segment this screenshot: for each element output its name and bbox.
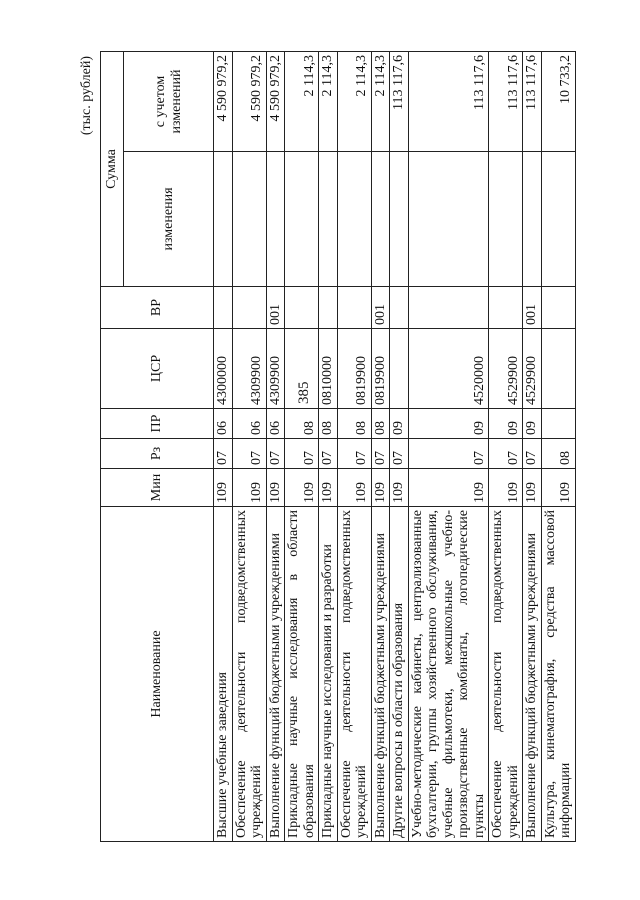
table-row <box>266 52 285 842</box>
vr-cell: 001 <box>523 287 542 329</box>
table-row <box>390 52 409 842</box>
vr-cell: 001 <box>371 287 390 329</box>
name-cell: Культура, кинематография, средства массовой информации <box>541 507 575 842</box>
vr-cell <box>285 287 319 329</box>
changes-cell <box>266 152 285 287</box>
table-row <box>319 52 338 842</box>
vr-cell <box>541 287 575 329</box>
pr-cell: 09 <box>489 409 523 439</box>
total-cell: 4 590 979,2 <box>266 52 285 152</box>
total-cell: 113 117,6 <box>489 52 523 152</box>
csr-cell: 4529900 <box>489 329 523 409</box>
min-cell: 109 <box>285 469 319 507</box>
header-name: Наименование <box>101 507 214 842</box>
table-row <box>523 52 542 842</box>
total-cell: 2 114,3 <box>371 52 390 152</box>
csr-cell: 0819900 <box>337 329 371 409</box>
csr-cell: 0819900 <box>371 329 390 409</box>
name-cell: Обеспечение деятельности подведомственных учреждений <box>489 507 523 842</box>
table-header <box>101 52 214 842</box>
changes-cell <box>489 152 523 287</box>
total-cell: 113 117,6 <box>408 52 489 152</box>
name-cell: Обеспечение деятельности подведомственных учреждений <box>337 507 371 842</box>
rz-cell: 07 <box>523 439 542 469</box>
total-cell: 2 114,3 <box>337 52 371 152</box>
changes-cell <box>371 152 390 287</box>
budget-table <box>100 51 576 842</box>
pr-cell: 08 <box>319 409 338 439</box>
total-cell: 10 733,2 <box>541 52 575 152</box>
pr-cell: 06 <box>232 409 266 439</box>
rz-cell: 07 <box>214 439 233 469</box>
csr-cell: 4309900 <box>232 329 266 409</box>
min-cell: 109 <box>390 469 409 507</box>
table-row <box>337 52 371 842</box>
changes-cell <box>337 152 371 287</box>
pr-cell: 06 <box>214 409 233 439</box>
rz-cell: 07 <box>489 439 523 469</box>
rz-cell: 07 <box>390 439 409 469</box>
total-cell: 113 117,6 <box>523 52 542 152</box>
table-row <box>371 52 390 842</box>
table-body <box>214 52 576 842</box>
vr-cell <box>214 287 233 329</box>
pr-cell: 09 <box>408 409 489 439</box>
table-row <box>408 52 489 842</box>
vr-cell <box>319 287 338 329</box>
table-row <box>541 52 575 842</box>
min-cell: 109 <box>232 469 266 507</box>
pr-cell: 08 <box>285 409 319 439</box>
changes-cell <box>408 152 489 287</box>
header-sum: Сумма <box>101 52 124 287</box>
csr-cell <box>390 329 409 409</box>
csr-cell: 4309900 <box>266 329 285 409</box>
changes-cell <box>285 152 319 287</box>
pr-cell: 06 <box>266 409 285 439</box>
csr-cell: 4529900 <box>523 329 542 409</box>
pr-cell: 08 <box>371 409 390 439</box>
rz-cell: 07 <box>266 439 285 469</box>
rz-cell: 07 <box>337 439 371 469</box>
rz-cell: 07 <box>371 439 390 469</box>
pr-cell <box>541 409 575 439</box>
name-cell: Высшие учебные заведения <box>214 507 233 842</box>
header-vr: ВР <box>101 287 214 329</box>
changes-cell <box>319 152 338 287</box>
name-cell: Учебно-методические кабинеты, централизованные бухгалтерии, группы хозяйственного обслуживания, учебные фильмотеки, межшкольные учебно-производственные комбинаты, логопедические пункты <box>408 507 489 842</box>
rz-cell: 07 <box>285 439 319 469</box>
page-number: 385 <box>296 381 312 404</box>
table-row <box>489 52 523 842</box>
pr-cell: 08 <box>337 409 371 439</box>
min-cell: 109 <box>266 469 285 507</box>
min-cell: 109 <box>489 469 523 507</box>
vr-cell <box>489 287 523 329</box>
vr-cell <box>408 287 489 329</box>
table-row <box>232 52 266 842</box>
total-cell: 2 114,3 <box>285 52 319 152</box>
total-cell: 4 590 979,2 <box>214 52 233 152</box>
header-pr: ПР <box>101 409 214 439</box>
units-label: (тыс. рублей) <box>79 56 94 136</box>
name-cell: Прикладные научные исследования в области образования <box>285 507 319 842</box>
name-cell: Прикладные научные исследования и разработки <box>319 507 338 842</box>
total-cell: 2 114,3 <box>319 52 338 152</box>
budget-table-container <box>79 52 590 842</box>
vr-cell <box>232 287 266 329</box>
changes-cell <box>541 152 575 287</box>
name-cell: Обеспечение деятельности подведомственных учреждений <box>232 507 266 842</box>
min-cell: 109 <box>408 469 489 507</box>
header-changes: изменения <box>124 152 214 287</box>
header-csr: ЦСР <box>101 329 214 409</box>
header-with-changes: с учетом изменений <box>124 52 214 152</box>
min-cell: 109 <box>319 469 338 507</box>
csr-cell: 4520000 <box>408 329 489 409</box>
table-row <box>214 52 233 842</box>
header-min: Мин <box>101 469 214 507</box>
csr-cell: 4300000 <box>214 329 233 409</box>
rz-cell: 08 <box>541 439 575 469</box>
name-cell: Выполнение функций бюджетными учреждениями <box>371 507 390 842</box>
name-cell: Выполнение функций бюджетными учреждениями <box>523 507 542 842</box>
changes-cell <box>523 152 542 287</box>
csr-cell <box>285 329 319 409</box>
pr-cell: 09 <box>523 409 542 439</box>
pr-cell: 09 <box>390 409 409 439</box>
min-cell: 109 <box>523 469 542 507</box>
name-cell: Выполнение функций бюджетными учреждениями <box>266 507 285 842</box>
min-cell: 109 <box>371 469 390 507</box>
changes-cell <box>232 152 266 287</box>
vr-cell <box>337 287 371 329</box>
changes-cell <box>390 152 409 287</box>
min-cell: 109 <box>214 469 233 507</box>
header-rz: Рз <box>101 439 214 469</box>
total-cell: 113 117,6 <box>390 52 409 152</box>
changes-cell <box>214 152 233 287</box>
rz-cell: 07 <box>232 439 266 469</box>
vr-cell <box>390 287 409 329</box>
table-row <box>285 52 319 842</box>
vr-cell: 001 <box>266 287 285 329</box>
rz-cell: 07 <box>319 439 338 469</box>
csr-cell: 0810000 <box>319 329 338 409</box>
name-cell: Другие вопросы в области образования <box>390 507 409 842</box>
rz-cell: 07 <box>408 439 489 469</box>
total-cell: 4 590 979,2 <box>232 52 266 152</box>
min-cell: 109 <box>541 469 575 507</box>
csr-cell <box>541 329 575 409</box>
min-cell: 109 <box>337 469 371 507</box>
